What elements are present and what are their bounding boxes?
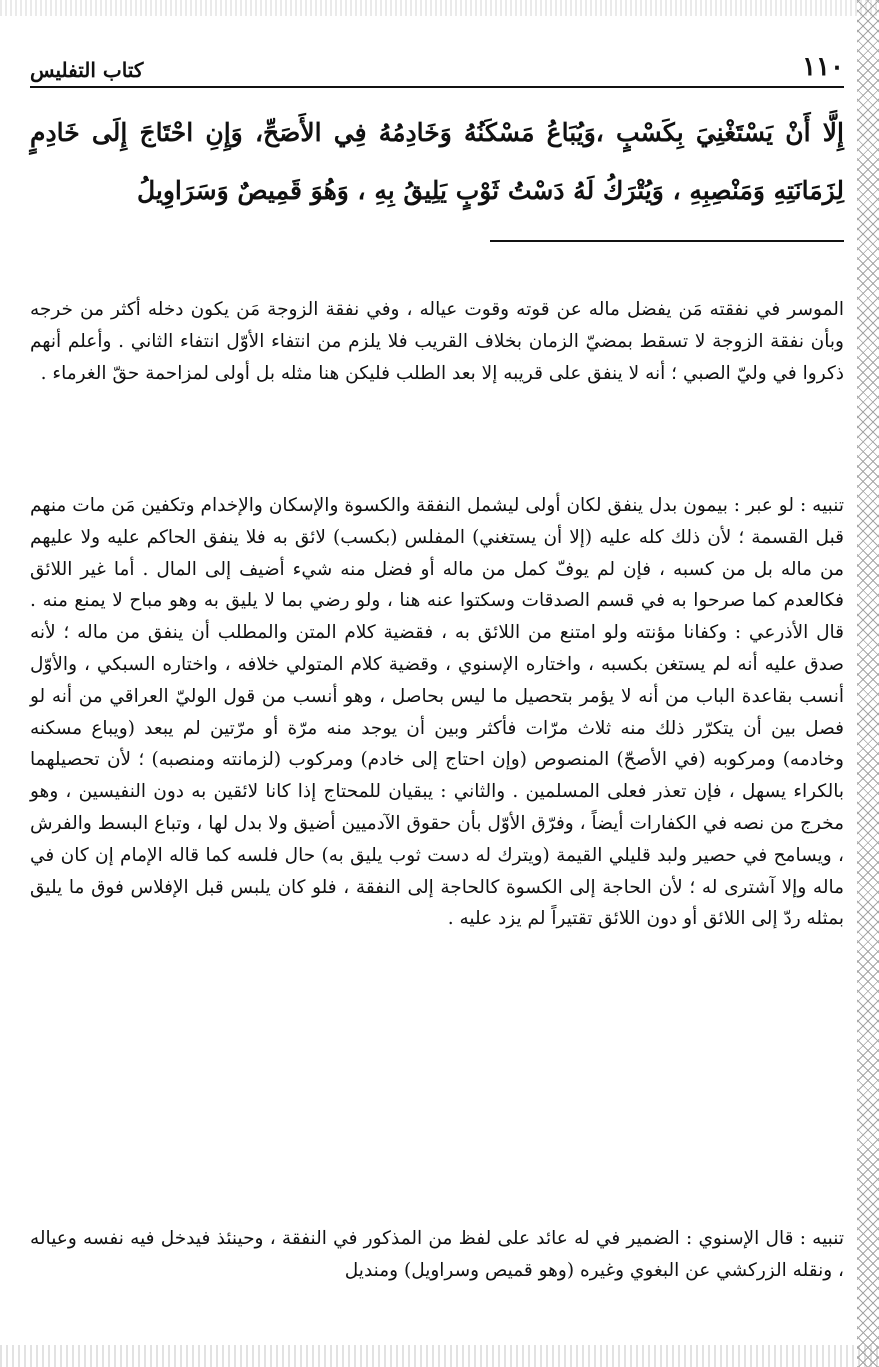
commentary-text-2: تنبيه : لو عبر : بيمون بدل ينفق لكان أولى ليشمل النفقة والكسوة والإسكان والإخدام وتكفين مَن مات منهم قبل القسمة ؛ لأن ذلك كله عليه (إلا أن يستغني) المفلس (بكسب) لائق به فلا ينفق الحاكم عليه ولا عليهم من ماله بل من كسبه ، فإن لم يوفّ كمل من ماله أو فضل منه شيء أضيف إلى المال . أما غير اللائق فكالعدم كما صرحوا به في قسم الصدقات وسكتوا عنه هنا ، ولو رضي بما لا يليق به وهو مباح لا يمنع منه . قال الأذرعي : وكفانا مؤنته ولو امتنع من اللائق به ، فقضية كلام المتن والمطلب أن ينفق من ماله ؛ لأنه صدق عليه أنه لم يستغن بكسبه ، واختاره الإسنوي ، وقضية كلام المتولي خلافه ، واختاره السبكي ، والأوّل أنسب بقاعدة الباب من أنه لا يؤمر بتحصيل ما ليس بحاصل ، وهو أنسب من قول الوليّ العراقي من أنه لو فصل بين أن يتكرّر ذلك منه ثلاث مرّات فأكثر وبين أن يوجد منه مرّة أو مرّتين لم يبعد (ويباع مسكنه وخادمه) ومركوبه (في الأصحّ) المنصوص (وإن احتاج إلى خادم) ومركوب (لزمانته ومنصبه) ؛ لأن تحصيلهما بالكراء يسهل ، فإن تعذر فعلى المسلمين . والثاني : يبقيان للمحتاج إذا كانا لائقين به دون النفيسين ، وهو مخرج من نصه في الكفارات أيضاً ، وفرّق الأوّل بأن حقوق الآدميين أضيق ولا بدل لها ، وتباع البسط والفرش ، ويسامح في حصير ولبد قليلي القيمة (ويترك له دست ثوب يليق به) حال فلسه كما قاله الإمام إن كان في ماله وإلا آشترى له ؛ لأن الحاجة إلى الكسوة كالحاجة إلى النفقة ، فلو كان يلبس قبل الإفلاس فوق ما يليق بمثله ردّ إلى اللائق أو دون اللائق تقتيراً لم يزد عليه . bbox=[30, 495, 844, 930]
scan-edge-bottom bbox=[0, 1345, 879, 1367]
page-number: ١١٠ bbox=[802, 52, 844, 82]
scan-edge-top bbox=[0, 0, 879, 16]
text-divider bbox=[490, 240, 844, 242]
commentary-text-1: الموسر في نفقته مَن يفضل ماله عن قوته وقوت عياله ، وفي نفقة الزوجة مَن يكون دخله أكثر من خرجه وبأن نفقة الزوجة لا تسقط بمضيّ الزمان بخلاف القريب فلا يلزم من انتفاء الأوّل انتفاء الثاني . وأعلم أنهم ذكروا في وليّ الصبي ؛ أنه لا ينفق على قريبه إلا بعد الطلب فليكن هنا مثله بل أولى لمزاحمة حقّ الغرماء . bbox=[30, 299, 844, 384]
commentary-paragraph-2 bbox=[30, 490, 844, 935]
page-header bbox=[30, 44, 844, 88]
commentary-text-3: تنبيه : قال الإسنوي : الضمير في له عائد على لفظ من المذكور في النفقة ، وحينئذ فيدخل فيه نفسه وعياله ، ونقله الزركشي عن البغوي وغيره (وهو قميص وسراويل) ومنديل bbox=[30, 1228, 844, 1281]
commentary-paragraph-1 bbox=[30, 294, 844, 389]
scan-edge-right bbox=[857, 0, 879, 1367]
commentary-paragraph-3 bbox=[30, 1223, 844, 1287]
main-text: إِلَّا أَنْ يَسْتَغْنِيَ بِكَسْبٍ ،وَيُبَاعُ مَسْكَنُهُ وَخَادِمُهُ فِي الأَصَحِّ، وَإِنِ احْتَاجَ إِلَى خَادِمٍ لِزَمَانَتِهِ وَمَنْصِبِهِ ، وَيُتْرَكُ لَهُ دَسْتُ ثَوْبٍ يَلِيقُ بِهِ ، وَهُوَ قَمِيصٌ وَسَرَاوِيلُ bbox=[30, 118, 844, 205]
main-text-block bbox=[30, 104, 844, 220]
running-title: كتاب التفليس bbox=[30, 58, 144, 82]
